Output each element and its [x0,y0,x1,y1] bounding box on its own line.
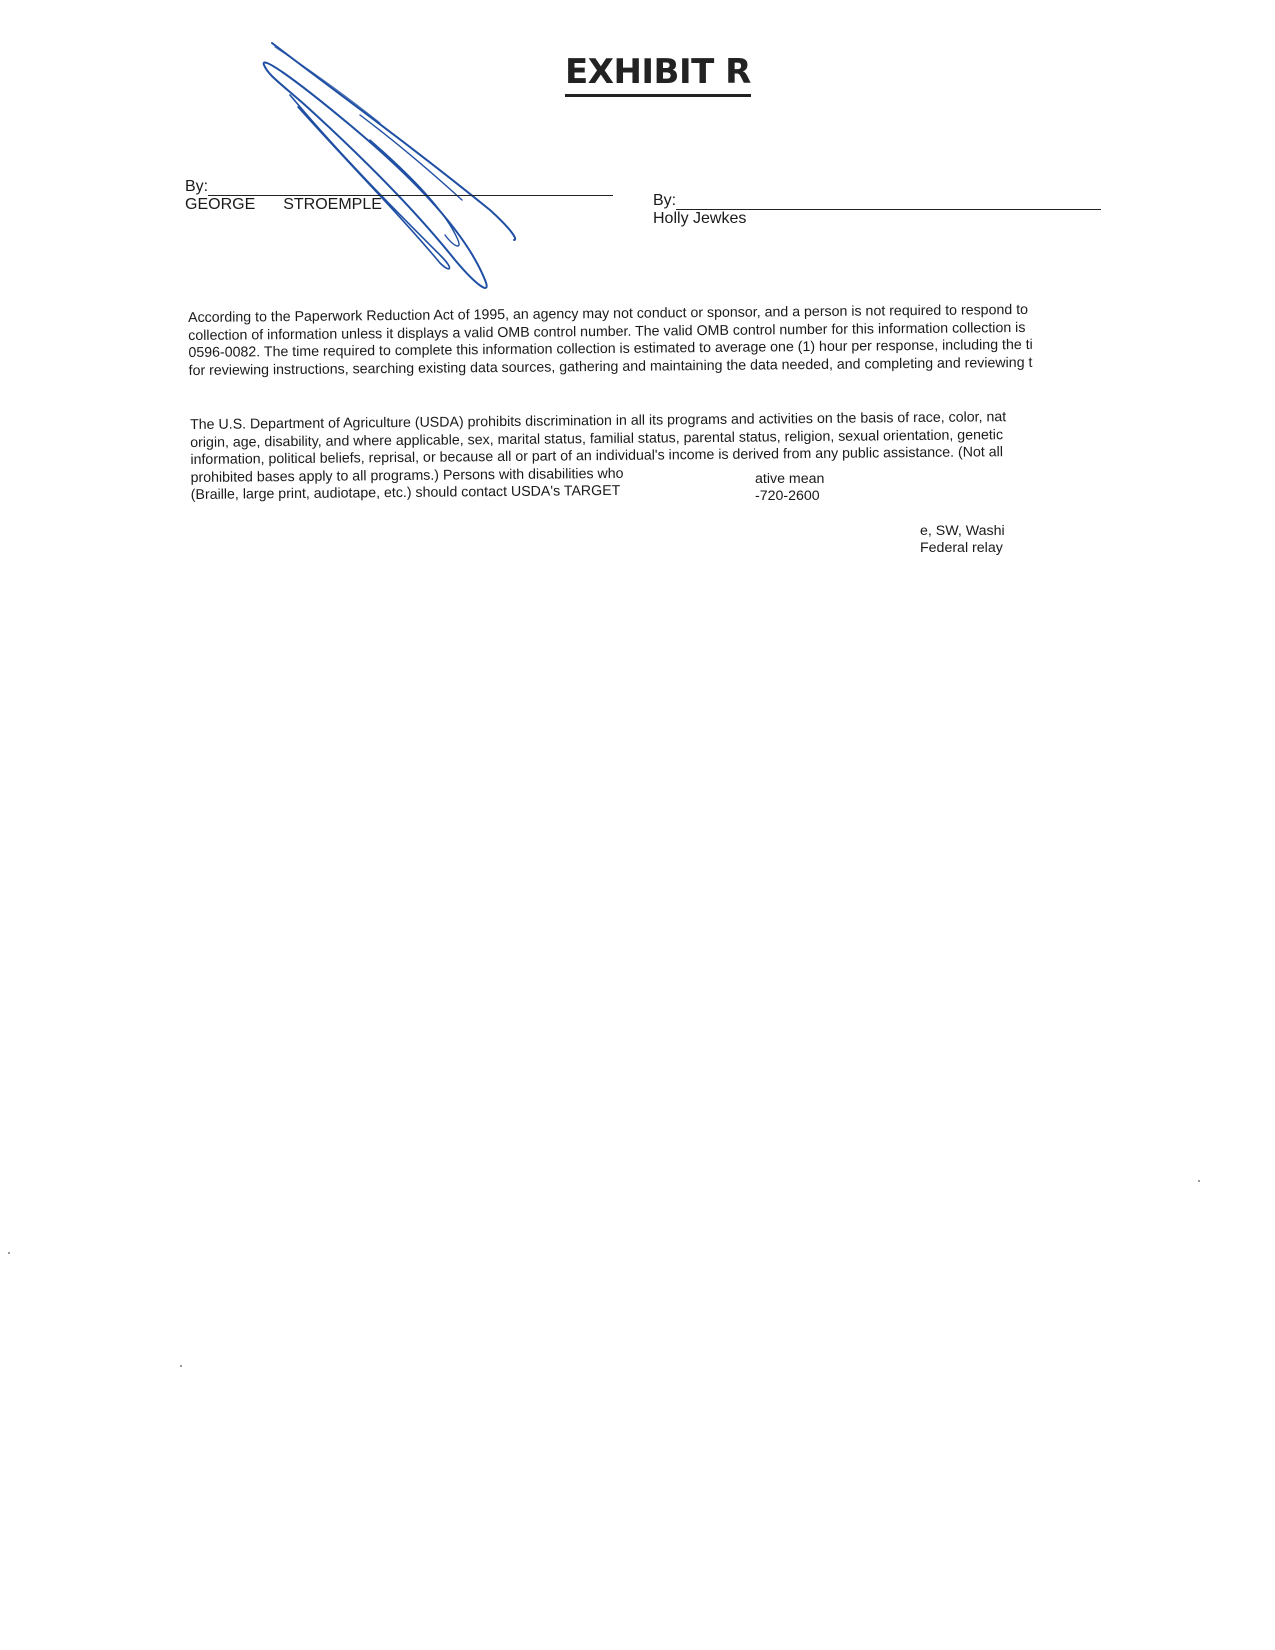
text-line: origin, age, disability, and where applicable, sex, marital status, familial status, parental status, religion, sexual orientation, genetic [190,426,1004,451]
text-line: ative mean [755,471,825,487]
nondiscrimination-notice [190,409,1007,504]
signer-first-name: GEORGE [185,196,256,213]
text-line: e, SW, Washi [920,523,1005,539]
text-line: -720-2600 [755,488,820,504]
faded-text-fragment [920,523,1005,557]
signature-block-left [185,178,613,214]
text-line: According to the Paperwork Reduction Act of 1995, an agency may not conduct or sponsor, and a person is not required to respond to [188,301,1029,326]
text-line: for reviewing instructions, searching existing data sources, gathering and maintaining the data needed, and completing and reviewing t [188,354,1033,379]
text-line: The U.S. Department of Agriculture (USDA) prohibits discrimination in all its programs and activities on the basis of race, color, nat [190,409,1007,433]
text-line: prohibited bases apply to all programs.) Persons with disabilities who [190,465,624,486]
text-line: 0596-0082. The time required to complete this information collection is estimated to average one (1) hour per response, including the ti [188,336,1033,361]
scan-speck [180,1365,182,1367]
scan-speck [8,1252,10,1254]
text-line: Federal relay [920,540,1003,556]
handwritten-signature [250,35,550,315]
signer-name: Holly Jewkes [653,210,747,227]
text-line: (Braille, large print, audiotape, etc.) should contact USDA's TARGET [190,482,621,503]
scan-speck [1198,1180,1200,1182]
by-label: By: [653,192,677,209]
text-line: collection of information unless it displays a valid OMB control number. The valid OMB control number for this information collection is [188,319,1026,344]
signature-line [208,181,613,196]
exhibit-title: EXHIBIT R [565,52,751,97]
paperwork-reduction-notice [188,302,1033,380]
signature-block-right [653,192,1101,228]
signature-line [676,195,1101,210]
signer-last-name: STROEMPLE [283,196,382,213]
text-line: information, political beliefs, reprisal, or because all or part of an individual's income is derived from any public assistance. (Not all [190,444,1004,468]
faded-text-fragment [755,471,824,505]
by-label: By: [185,178,209,195]
